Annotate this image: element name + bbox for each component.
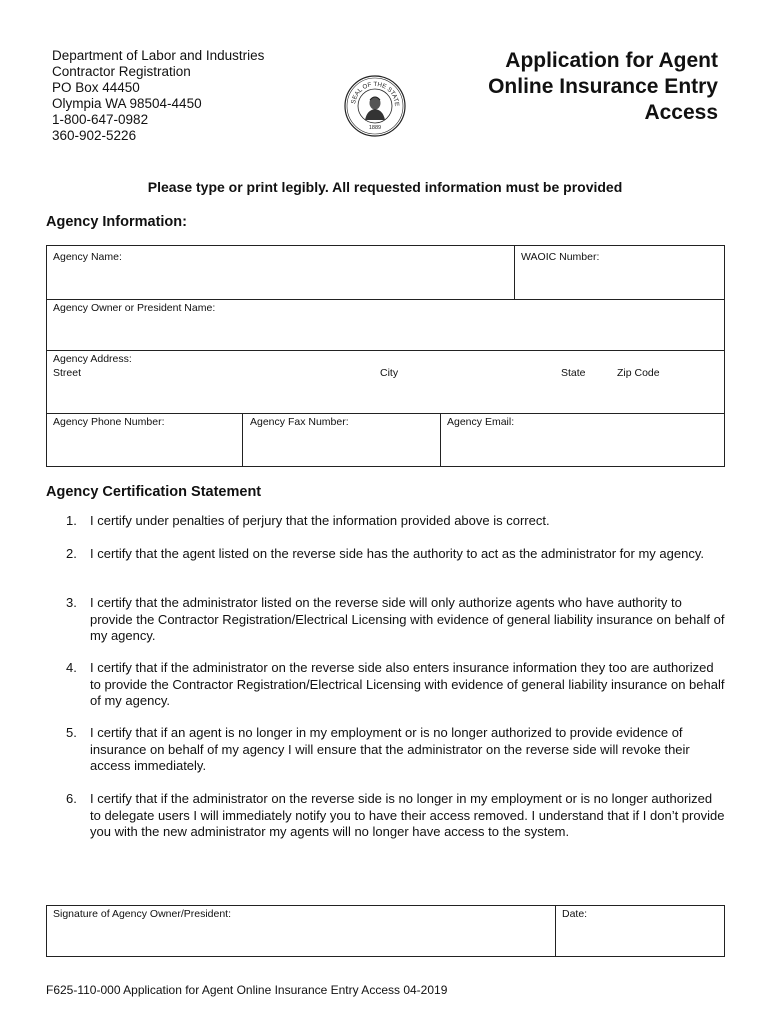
row-divider <box>46 350 725 351</box>
agency-fax-label: Agency Fax Number: <box>250 416 349 428</box>
agency-owner-field[interactable] <box>47 315 724 349</box>
title-line: Access <box>644 101 718 124</box>
date-label: Date: <box>562 908 588 920</box>
form-instructions: Please type or print legibly. All requested information must be provided <box>147 179 623 195</box>
title-line: Online Insurance Entry <box>488 75 718 98</box>
washington-state-seal-icon <box>343 74 407 138</box>
address-line: Contractor Registration <box>52 64 191 79</box>
agency-fax-field[interactable] <box>243 429 439 466</box>
item-number: 1. <box>66 513 77 528</box>
signature-label: Signature of Agency Owner/President: <box>53 908 232 920</box>
street-label: Street <box>53 367 82 379</box>
agency-information-heading: Agency Information: <box>46 214 187 230</box>
state-label: State <box>561 367 586 379</box>
agency-owner-label: Agency Owner or President Name: <box>53 302 216 314</box>
item-number: 2. <box>66 546 77 561</box>
address-line: 360-902-5226 <box>52 128 137 143</box>
certification-item <box>66 513 726 533</box>
item-number: 3. <box>66 595 77 610</box>
signature-field[interactable] <box>47 921 554 956</box>
item-text: I certify that if the administrator on the reverse side also enters insurance information they too are authorized to provide the Contractor Registration/Electrical Licensing with evidence of general liability insurance on behalf of my agency. <box>90 660 725 708</box>
waoic-number-label: WAOIC Number: <box>521 251 600 263</box>
address-line: PO Box 44450 <box>52 80 140 95</box>
address-line: Olympia WA 98504-4450 <box>52 96 202 111</box>
address-line: Department of Labor and Industries <box>52 48 265 63</box>
agency-address-field[interactable] <box>47 381 724 412</box>
seal-text: SEAL OF THE STATE <box>350 80 401 107</box>
form-title <box>418 48 718 126</box>
seal-year: 1889 <box>368 125 382 131</box>
agency-address-label: Agency Address: <box>53 353 132 365</box>
agency-contact-address <box>52 48 264 144</box>
row-divider <box>46 413 725 414</box>
certification-item <box>66 725 726 777</box>
agency-email-field[interactable] <box>441 429 724 466</box>
item-number: 4. <box>66 660 77 675</box>
certification-item <box>66 660 726 712</box>
title-line: Application for Agent <box>505 49 718 72</box>
item-text: I certify that the agent listed on the reverse side has the authority to act as the administrator for my agency. <box>90 546 704 561</box>
waoic-number-field[interactable] <box>515 264 724 298</box>
zip-code-label: Zip Code <box>617 367 660 379</box>
agency-phone-field[interactable] <box>47 429 241 466</box>
certification-heading: Agency Certification Statement <box>46 484 262 500</box>
agency-name-field[interactable] <box>47 264 513 298</box>
city-label: City <box>380 367 399 379</box>
item-text: I certify that the administrator listed on the reverse side will only authorize agents who have authority to provide the Contractor Registration/Electrical Licensing with evidence of general liability insurance on behalf of my agency. <box>90 595 725 643</box>
certification-item <box>66 791 726 859</box>
date-field[interactable] <box>556 921 724 956</box>
form-footer: F625-110-000 Application for Agent Online Insurance Entry Access 04-2019 <box>46 983 448 997</box>
item-number: 5. <box>66 725 77 740</box>
certification-item <box>66 546 726 582</box>
agency-email-label: Agency Email: <box>447 416 515 428</box>
item-text: I certify that if the administrator on the reverse side is no longer in my employment or is no longer authorized to delegate users I will immediately notify you to have their access removed. I understand that if I don’t provide you with the new administrator my agents will no longer have access to the system. <box>90 791 725 839</box>
agency-name-label: Agency Name: <box>53 251 122 263</box>
certification-item <box>66 595 726 647</box>
row-divider <box>46 299 725 300</box>
address-line: 1-800-647-0982 <box>52 112 149 127</box>
item-text: I certify that if an agent is no longer in my employment or is no longer authorized to provide evidence of insurance on behalf of my agency I will ensure that the administrator on the reverse side will revoke their access immediately. <box>90 725 690 773</box>
agency-phone-label: Agency Phone Number: <box>53 416 165 428</box>
item-text: I certify under penalties of perjury that the information provided above is correct. <box>90 513 550 528</box>
item-number: 6. <box>66 791 77 806</box>
